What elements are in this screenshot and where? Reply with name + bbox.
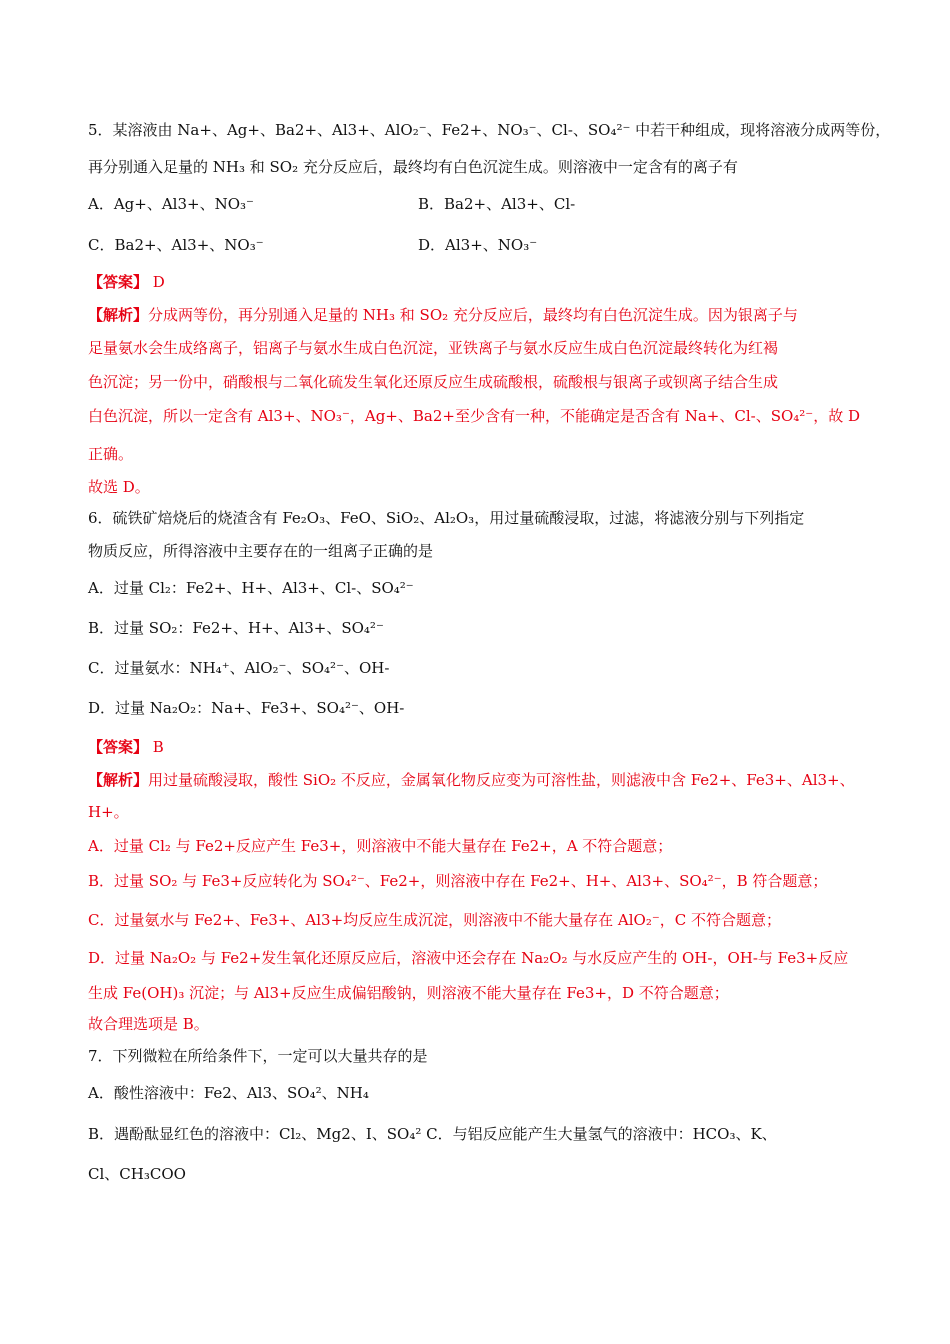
q5-option-b: B．Ba2+、Al3+、Cl- xyxy=(418,195,576,213)
q6-answer xyxy=(88,737,164,759)
q6-option-c: C．过量氨水：NH₄⁺、AlO₂⁻、SO₄²⁻、OH- xyxy=(88,659,390,677)
answer-value: B xyxy=(152,738,164,756)
answer-tag: 【答案】 xyxy=(88,273,149,291)
q7-option-a: A．酸性溶液中：Fe2、Al3、SO₄²、NH₄ xyxy=(88,1084,369,1102)
q5-analysis-line2: 足量氨水会生成络离子，铝离子与氨水生成白色沉淀，亚铁离子与氨水反应生成白色沉淀最终转化为红褐 xyxy=(88,339,779,357)
q6-analysis-a: A．过量 Cl₂ 与 Fe2+反应产生 Fe3+，则溶液中不能大量存在 Fe2+，A 不符合题意； xyxy=(88,837,673,855)
q7-option-c-cont: Cl、CH₃COO xyxy=(88,1165,186,1183)
analysis-tag: 【解析】 xyxy=(88,771,149,789)
q6-option-b: B．过量 SO₂：Fe2+、H+、Al3+、SO₄²⁻ xyxy=(88,619,384,637)
q6-option-a: A．过量 Cl₂：Fe2+、H+、Al3+、Cl-、SO₄²⁻ xyxy=(88,579,414,597)
q5-analysis-line1 xyxy=(88,305,798,327)
answer-tag: 【答案】 xyxy=(88,738,149,756)
q6-stem-line1: 6．硫铁矿焙烧后的烧渣含有 Fe₂O₃、FeO、SiO₂、Al₂O₃，用过量硫酸浸取，过滤，将滤液分别与下列指定 xyxy=(88,509,805,527)
q6-conclusion: 故合理选项是 B。 xyxy=(88,1015,209,1033)
q6-analysis-c: C．过量氨水与 Fe2+、Fe3+、Al3+均反应生成沉淀，则溶液中不能大量存在 AlO₂⁻，C 不符合题意； xyxy=(88,911,782,929)
q5-answer xyxy=(88,272,165,294)
q6-analysis-d2: 生成 Fe(OH)₃ 沉淀；与 Al3+反应生成偏铝酸钠，则溶液不能大量存在 Fe3+，D 不符合题意； xyxy=(88,984,729,1002)
q5-option-c: C．Ba2+、Al3+、NO₃⁻ xyxy=(88,236,264,254)
q6-analysis-d1: D．过量 Na₂O₂ 与 Fe2+发生氧化还原反应后，溶液中还会存在 Na₂O₂ 与水反应产生的 OH-，OH-与 Fe3+反应 xyxy=(88,949,849,967)
analysis-text: 用过量硫酸浸取，酸性 SiO₂ 不反应，金属氧化物反应变为可溶性盐，则滤液中含 Fe2+、Fe3+、Al3+、 xyxy=(148,771,855,789)
answer-value: D xyxy=(152,273,165,291)
analysis-text: 分成两等份，再分别通入足量的 NH₃ 和 SO₂ 充分反应后，最终均有白色沉淀生成。因为银离子与 xyxy=(148,306,798,324)
q6-analysis-line2: H+。 xyxy=(88,803,129,821)
q5-stem-line1: 5．某溶液由 Na+、Ag+、Ba2+、Al3+、AlO₂⁻、Fe2+、NO₃⁻、Cl-、SO₄²⁻ 中若干种组成，现将溶液分成两等份， xyxy=(88,121,891,139)
q7-stem: 7．下列微粒在所给条件下，一定可以大量共存的是 xyxy=(88,1047,428,1065)
q6-analysis-b: B．过量 SO₂ 与 Fe3+反应转化为 SO₄²⁻、Fe2+，则溶液中存在 Fe2+、H+、Al3+、SO₄²⁻，B 符合题意； xyxy=(88,872,828,890)
q5-analysis-line4: 白色沉淀，所以一定含有 Al3+、NO₃⁻，Ag+、Ba2+至少含有一种，不能确定是否含有 Na+、Cl-、SO₄²⁻，故 D xyxy=(88,407,861,425)
q5-conclusion: 故选 D。 xyxy=(88,478,150,496)
q6-stem-line2: 物质反应，所得溶液中主要存在的一组离子正确的是 xyxy=(88,542,434,560)
q5-analysis-line3: 色沉淀；另一份中，硝酸根与二氧化硫发生氧化还原反应生成硫酸根，硫酸根与银离子或钡离子结合生成 xyxy=(88,373,779,391)
analysis-tag: 【解析】 xyxy=(88,306,149,324)
q6-analysis-line1 xyxy=(88,770,855,792)
q6-option-d: D．过量 Na₂O₂：Na+、Fe3+、SO₄²⁻、OH- xyxy=(88,699,405,717)
q5-option-a: A．Ag+、Al3+、NO₃⁻ xyxy=(88,195,254,213)
q5-stem-line2: 再分别通入足量的 NH₃ 和 SO₂ 充分反应后，最终均有白色沉淀生成。则溶液中一定含有的离子有 xyxy=(88,158,738,176)
q7-option-bc: B．遇酚酞显红色的溶液中：Cl₂、Mg2、I、SO₄² C．与铝反应能产生大量氢气的溶液中：HCO₃、K、 xyxy=(88,1125,777,1143)
q5-analysis-line5: 正确。 xyxy=(88,445,134,463)
q5-option-d: D．Al3+、NO₃⁻ xyxy=(418,236,538,254)
